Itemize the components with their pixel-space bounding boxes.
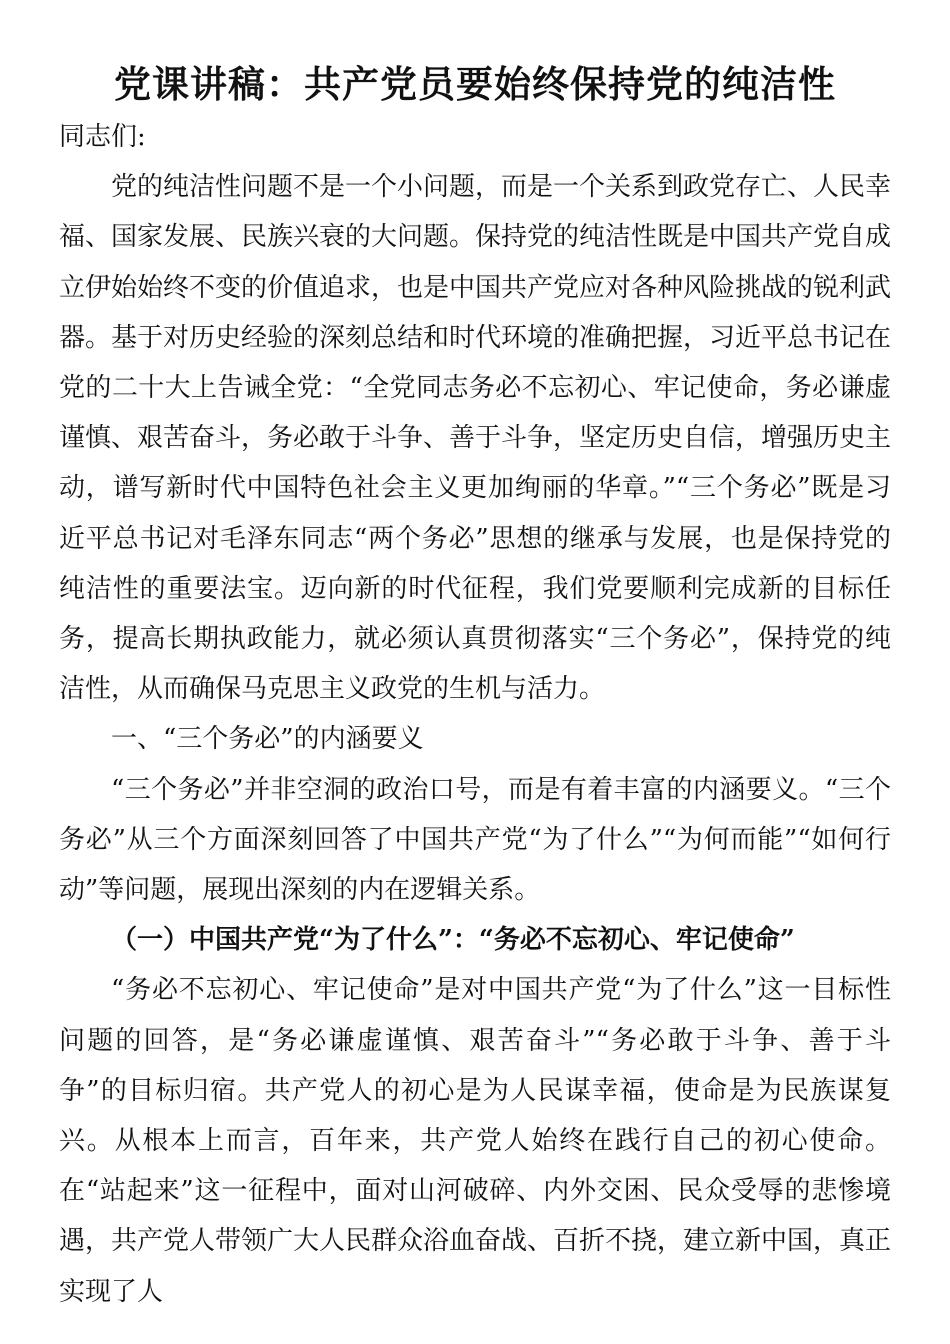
salutation: 同志们: [59,122,146,152]
paragraph-subsection: “务必不忘初心、牢记使命”是对中国共产党“为了什么”这一目标性问题的回答，是“务必谦虚谨慎、艰苦奋斗”“务必敢于斗争、善于斗争”的目标归宿。共产党人的初心是为人民谋幸福，使命是为民族谋复兴。从根本上而言，百年来，共产党人始终在践行自己的初心使命。在“站起来”这一征程中，面对山河破碎、内外交困、民众受辱的悲惨境遇，共产党人带领广大人民群众浴血奋战、百折不挠，建立新中国，真正实现了人 [59,975,892,1307]
paragraph-section-intro: “三个务必”并非空洞的政治口号，而是有着丰富的内涵要义。“三个务必”从三个方面深刻回答了中国共产党“为了什么”“为何而能”“如何行动”等问题，展现出深刻的内在逻辑关系。 [59,774,891,906]
document-body [59,112,891,1317]
section-heading: 一、“三个务必”的内涵要义 [111,724,424,755]
document-title: 党课讲稿：共产党员要始终保持党的纯洁性 [114,62,836,106]
subsection-heading: （一）中国共产党“为了什么”：“务必不忘初心、牢记使命” [111,925,795,956]
paragraph-intro: 党的纯洁性问题不是一个小问题，而是一个关系到政党存亡、人民幸福、国家发展、民族兴衰的大问题。保持党的纯洁性既是中国共产党自成立伊始始终不变的价值追求，也是中国共产党应对各种风险挑战的锐利武器。基于对历史经验的深刻总结和时代环境的准确把握，习近平总书记在党的二十大上告诫全党：“全党同志务必不忘初心、牢记使命，务必谦虚谨慎、艰苦奋斗，务必敢于斗争、善于斗争，坚定历史自信，增强历史主动，谱写新时代中国特色社会主义更加绚丽的华章。”“三个务必”既是习近平总书记对毛泽东同志“两个务必”思想的继承与发展，也是保持党的纯洁性的重要法宝。迈向新的时代征程，我们党要顺利完成新的目标任务，提高长期执政能力，就必须认真贯彻落实“三个务必”，保持党的纯洁性，从而确保马克思主义政党的生机与活力。 [59,172,892,705]
